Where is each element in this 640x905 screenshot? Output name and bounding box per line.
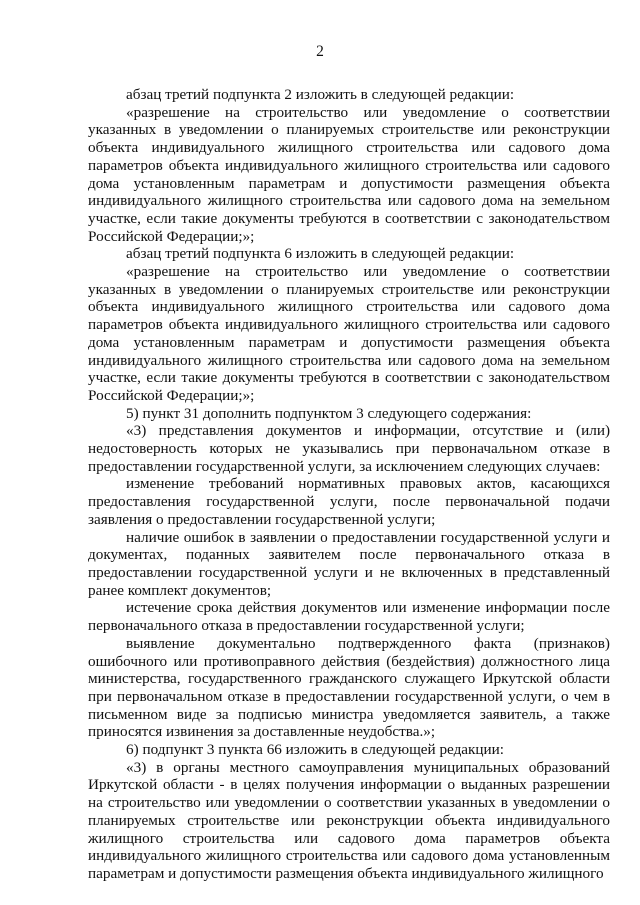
paragraph-11: 6) подпункт 3 пункта 66 изложить в следующей редакции: <box>126 741 505 759</box>
paragraph-8: наличие ошибок в заявлении о предоставлении государственной услуги и документах, поданных заявителем после первоначального отказа в предоставлении государственной услуги и не включенных в представленный ранее комплект документов; <box>88 528 610 599</box>
paragraph-10: выявление документально подтвержденного факта (признаков) ошибочного или противоправного действия (бездействия) должностного лица министерства, государственного гражданского служащего Иркутской области при первоначальном отказе в предоставлении государственной услуги, о чем в письменном виде за подписью министра уведомляется заявитель, а также приносятся извинения за доставленные неудобства.»; <box>88 634 610 741</box>
paragraph-6: «3) представления документов и информации, отсутствие и (или) недостоверность которых не указывались при первоначальном отказе в предоставлении государственной услуги, за исключением следующих случаев: <box>88 422 610 475</box>
document-body <box>88 86 610 883</box>
paragraph-5: 5) пункт 31 дополнить подпунктом 3 следующего содержания: <box>126 404 532 422</box>
paragraph-3: абзац третий подпункта 6 изложить в следующей редакции: <box>126 245 515 263</box>
paragraph-7: изменение требований нормативных правовых актов, касающихся предоставления государственной услуги, после первоначальной подачи заявления о предоставлении государственной услуги; <box>88 475 610 528</box>
page-number: 2 <box>316 43 324 60</box>
paragraph-1: абзац третий подпункта 2 изложить в следующей редакции: <box>126 86 515 103</box>
paragraph-2: «разрешение на строительство или уведомление о соответствии указанных в уведомлении о планируемых строительстве или реконструкции объекта индивидуального жилищного строительства или садового дома параметров объекта индивидуального жилищного строительства или садового дома установленным параметрам и допустимости размещения объекта индивидуального жилищного строительства или садового дома на земельном участке, если такие документы требуются в соответствии с законодательством Российской Федерации;»; <box>88 103 610 245</box>
paragraph-12: «3) в органы местного самоуправления муниципальных образований Иркутской области - в целях получения информации о выданных разрешении на строительство или уведомлении о соответствии указанных в уведомлении о планируемых строительстве или реконструкции объекта индивидуального жилищного строительства или садового дома параметров объекта индивидуального жилищного строительства или садового дома установленным параметрам и допустимости размещения объекта индивидуального жилищного <box>88 758 610 882</box>
paragraph-9: истечение срока действия документов или изменение информации после первоначального отказа в предоставлении государственной услуги; <box>88 599 610 635</box>
paragraph-4: «разрешение на строительство или уведомление о соответствии указанных в уведомлении о планируемых строительстве или реконструкции объекта индивидуального жилищного строительства или садового дома параметров объекта индивидуального жилищного строительства или садового дома установленным параметрам и допустимости размещения объекта индивидуального жилищного строительства или садового дома на земельном участке, если такие документы требуются в соответствии с законодательством Российской Федерации;»; <box>88 263 610 404</box>
